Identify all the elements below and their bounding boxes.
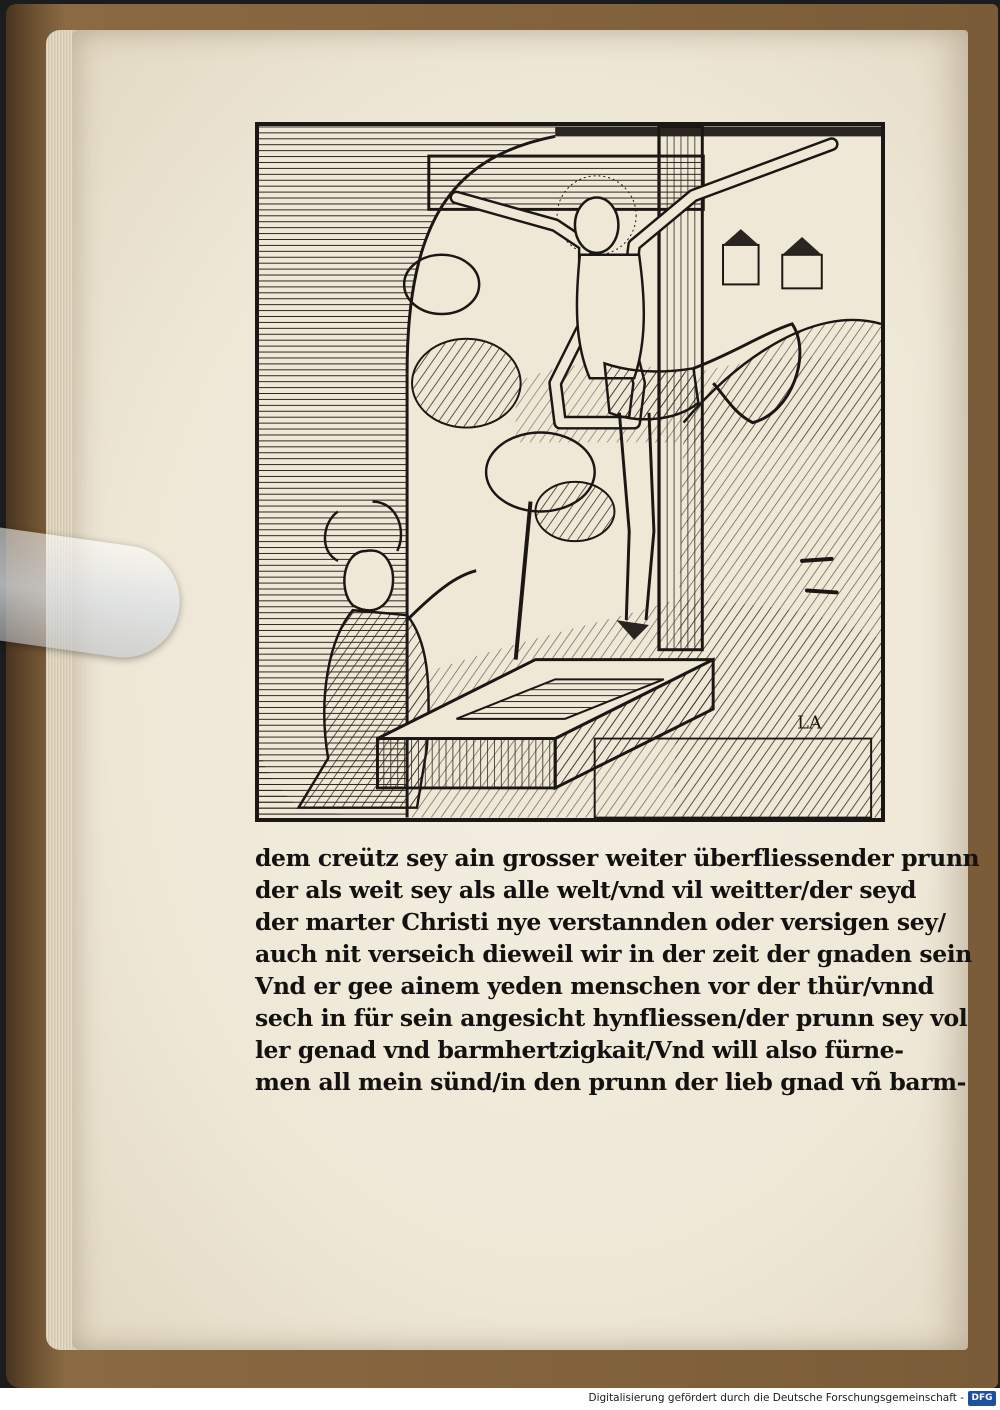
text-line: men all mein sünd/in den prunn der lieb gnad vñ barm- (255, 1068, 966, 1096)
page-body-text (255, 842, 980, 1098)
woodcut-crucifixion-illustration (255, 122, 885, 822)
footer-bar (0, 1388, 1000, 1410)
text-line: sech in für sein angesicht hynfliessen/der prunn sey vol (255, 1004, 968, 1032)
text-line: dem creütz sey ain grosser weiter überfliessender prunn (255, 844, 980, 872)
text-line: der als weit sey als alle welt/vnd vil weitter/der seyd (255, 876, 916, 904)
svg-text:LA: LA (797, 713, 822, 734)
text-line: der marter Christi nye verstannden oder versigen sey/ (255, 908, 946, 936)
text-line: Vnd er gee ainem yeden menschen vor der thür/vnnd (255, 972, 934, 1000)
text-line: ler genad vnd barmhertzigkait/Vnd will also fürne- (255, 1036, 904, 1064)
text-line: auch nit verseich dieweil wir in der zeit der gnaden sein (255, 940, 972, 968)
dfg-logo-icon: DFG (968, 1391, 996, 1406)
funding-credit: Digitalisierung gefördert durch die Deutsche Forschungsgemeinschaft - (588, 1392, 964, 1404)
